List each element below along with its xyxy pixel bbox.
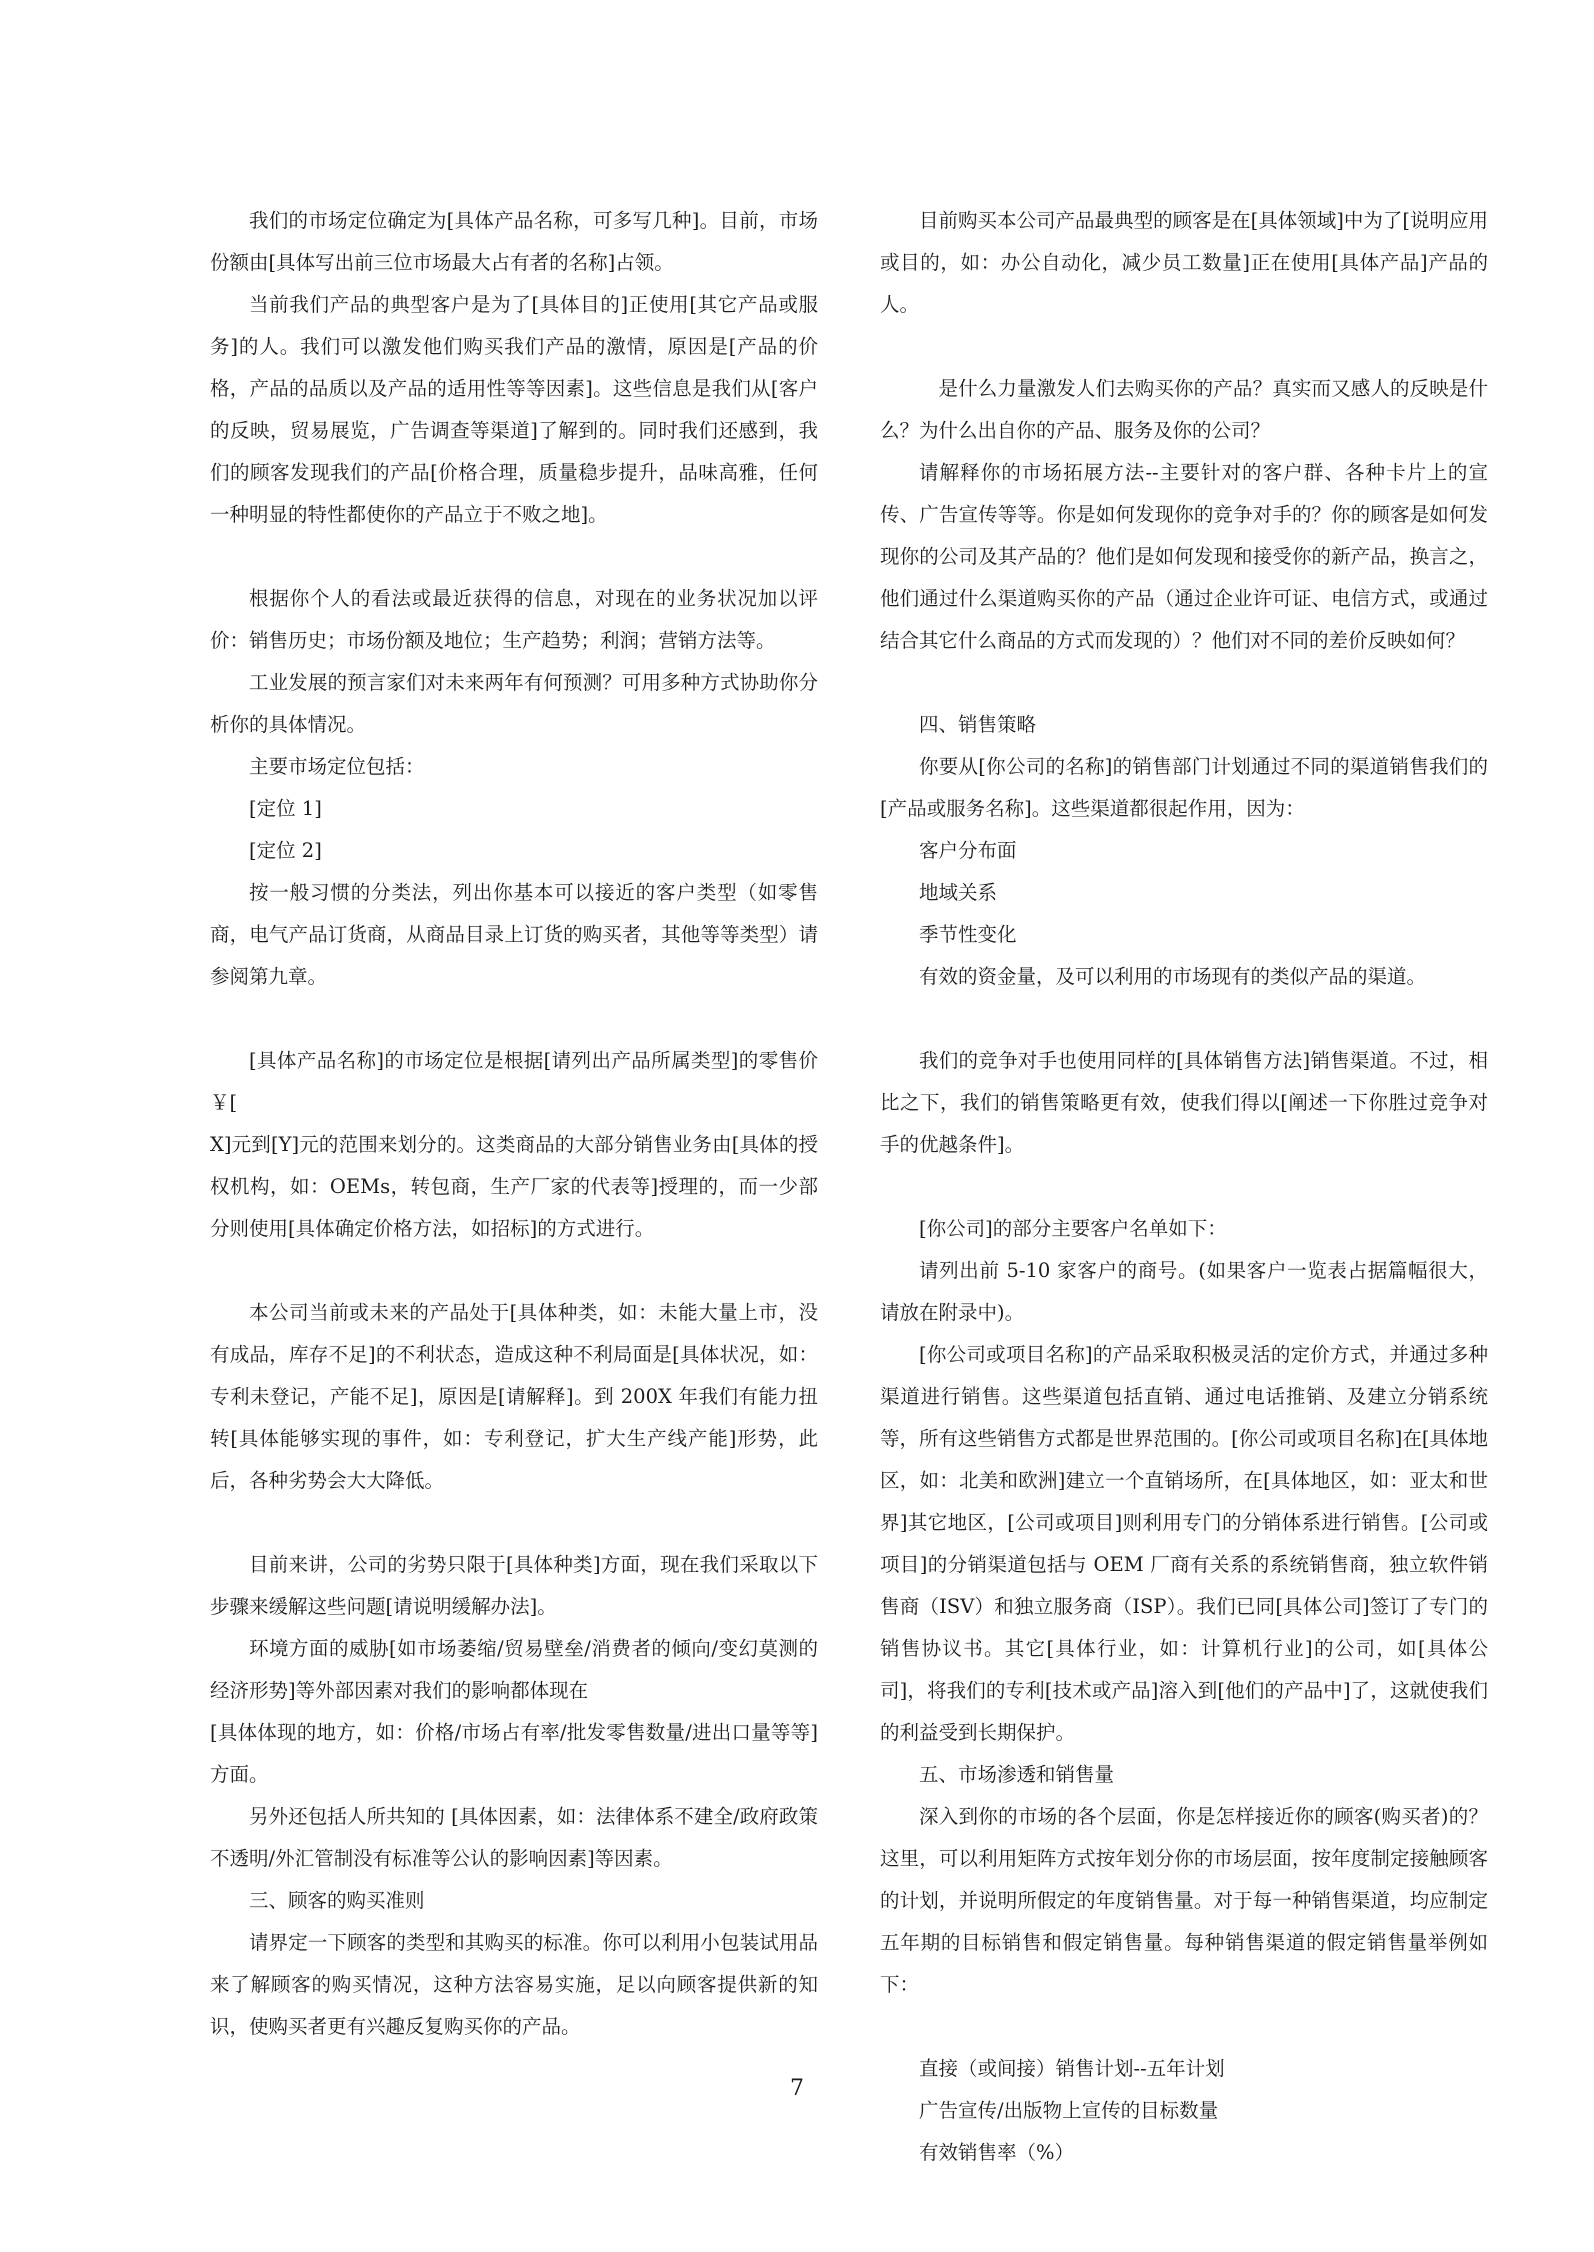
paragraph-market-expansion: 请解释你的市场拓展方法--主要针对的客户群、各种卡片上的宣传、广告宣传等等。你是如何发现你的竞争对手的？你的顾客是如何发现你的公司及其产品的？他们是如何发现和接受你的新产品，换言之，他们通过什么渠道购买你的产品（通过企业许可证、电信方式，或通过结合其它什么商品的方式而发现的）？他们对不同的差价反映如何？ xyxy=(880,461,1488,652)
paragraph-buying-motivation: 是什么力量激发人们去购买你的产品？真实而又感人的反映是什么？为什么出自你的产品、服务及你的公司？ xyxy=(880,377,1488,442)
list-item-position-1: [定位 1] xyxy=(249,797,322,820)
paragraph-industry-forecast: 工业发展的预言家们对未来两年有何预测？可用多种方式协助你分析你的具体情况。 xyxy=(210,671,818,736)
list-item-position-2: [定位 2] xyxy=(249,839,322,862)
list-item-geographic: 地域关系 xyxy=(919,881,998,904)
list-item-funding: 有效的资金量，及可以利用的市场现有的类似产品的渠道。 xyxy=(919,965,1427,988)
paragraph-typical-buyer: 目前购买本公司产品最典型的顾客是在[具体领域]中为了[说明应用或目的，如：办公自动化，减少员工数量]正在使用[具体产品]产品的人。 xyxy=(880,209,1488,316)
paragraph-client-list: [你公司]的部分主要客户名单如下： xyxy=(919,1217,1227,1240)
paragraph-price-range-cont: X]元到[Y]元的范围来划分的。这类商品的大部分销售业务由[具体的授权机构，如：OEMs，转包商，生产厂家的代表等]授理的，而一少部分则使用[具体确定价格方法，如招标]的方式进行。 xyxy=(210,1133,818,1240)
paragraph-market-positioning: 我们的市场定位确定为[具体产品名称，可多写几种]。目前，市场份额由[具体写出前三位市场最大占有者的名称]占领。 xyxy=(210,209,818,274)
list-item-customer-distribution: 客户分布面 xyxy=(919,839,1017,862)
paragraph-mitigation: 目前来讲，公司的劣势只限于[具体种类]方面，现在我们采取以下步骤来缓解这些问题[请说明缓解办法]。 xyxy=(210,1553,818,1618)
left-column xyxy=(210,200,818,2048)
section-heading-3: 三、顾客的购买准则 xyxy=(249,1889,425,1912)
paragraph-pricing-channels: [你公司或项目名称]的产品采取积极灵活的定价方式，并通过多种渠道进行销售。这些渠道包括直销、通过电话推销、及建立分销系统等，所有这些销售方式都是世界范围的。[你公司或项目名称]在[具体地区，如：北美和欧洲]建立一个直销场所，在[具体地区，如：亚太和世界]其它地区，[公司或项目]则利用专门的分销体系进行销售。[公司或项目]的分销渠道包括与 OEM 厂商有关系的系统销售商，独立软件销售商（ISV）和独立服务商（ISP）。我们已同[具体公司]签订了专门的销售协议书。其它[具体行业，如：计算机行业]的公司，如[具体公司]，将我们的专利[技术或产品]溶入到[他们的产品中]了，这就使我们的利益受到长期保护。 xyxy=(880,1343,1488,1744)
paragraph-other-factors: 另外还包括人所共知的 [具体因素，如：法律体系不建全/政府政策不透明/外汇管制没有标准等公认的影响因素]等因素。 xyxy=(210,1805,818,1870)
right-column xyxy=(880,200,1488,2174)
list-item-seasonal: 季节性变化 xyxy=(919,923,1017,946)
paragraph-client-names: 请列出前 5-10 家客户的商号。(如果客户一览表占据篇幅很大，请放在附录中)。 xyxy=(880,1259,1488,1324)
paragraph-main-positioning: 主要市场定位包括： xyxy=(249,755,425,778)
paragraph-typical-customer: 当前我们产品的典型客户是为了[具体目的]正使用[其它产品或服务]的人。我们可以激发他们购买我们产品的激情，原因是[产品的价格，产品的品质以及产品的适用性等等因素]。这些信息是我们从[客户的反映，贸易展览，广告调查等渠道]了解到的。同时我们还感到，我们的顾客发现我们的产品[价格合理，质量稳步提升，品味高雅，任何一种明显的特性都使你的产品立于不败之地]。 xyxy=(210,293,818,526)
paragraph-threat-manifest: [具体体现的地方，如：价格/市场占有率/批发零售数量/进出口量等等]方面。 xyxy=(210,1721,818,1786)
paragraph-price-range-start: [具体产品名称]的市场定位是根据[请列出产品所属类型]的零售价￥[ xyxy=(210,1049,818,1114)
paragraph-buying-criteria: 请界定一下顾客的类型和其购买的标准。你可以利用小包装试用品来了解顾客的购买情况，这种方法容易实施，足以向顾客提供新的知识，使购买者更有兴趣反复购买你的产品。 xyxy=(210,1931,818,2038)
page-number: 7 xyxy=(790,2076,804,2101)
list-item-sales-rate: 有效销售率（%） xyxy=(919,2141,1075,2164)
paragraph-competitor-channels: 我们的竞争对手也使用同样的[具体销售方法]销售渠道。不过，相比之下，我们的销售策略更有效，使我们得以[阐述一下你胜过竞争对手的优越条件]。 xyxy=(880,1049,1488,1156)
section-heading-4: 四、销售策略 xyxy=(919,713,1037,736)
paragraph-disadvantage: 本公司当前或未来的产品处于[具体种类，如：未能大量上市，没有成品，库存不足]的不利状态，造成这种不利局面是[具体状况，如：专利未登记，产能不足]，原因是[请解释]。到 200X 年我们有能力扭转[具体能够实现的事件，如：专利登记，扩大生产线产能]形势，此后，各种劣势会大大降低。 xyxy=(210,1301,818,1492)
paragraph-customer-types: 按一般习惯的分类法，列出你基本可以接近的客户类型（如零售商，电气产品订货商，从商品目录上订货的购买者，其他等等类型）请参阅第九章。 xyxy=(210,881,818,988)
section-heading-5: 五、市场渗透和销售量 xyxy=(919,1763,1115,1786)
list-item-ad-targets: 广告宣传/出版物上宣传的目标数量 xyxy=(919,2099,1219,2122)
paragraph-business-evaluation: 根据你个人的看法或最近获得的信息，对现在的业务状况加以评价：销售历史；市场份额及地位；生产趋势；利润；营销方法等。 xyxy=(210,587,818,652)
list-item-sales-plan: 直接（或间接）销售计划--五年计划 xyxy=(919,2057,1225,2080)
paragraph-market-penetration: 深入到你的市场的各个层面，你是怎样接近你的顾客(购买者)的？这里，可以利用矩阵方式按年划分你的市场层面，按年度制定接触顾客的计划，并说明所假定的年度销售量。对于每一种销售渠道，均应制定五年期的目标销售和假定销售量。每种销售渠道的假定销售量举例如下： xyxy=(880,1805,1488,1996)
paragraph-environment-threats: 环境方面的威胁[如市场萎缩/贸易壁垒/消费者的倾向/变幻莫测的经济形势]等外部因素对我们的影响都体现在 xyxy=(210,1637,818,1702)
paragraph-sales-channels: 你要从[你公司的名称]的销售部门计划通过不同的渠道销售我们的[产品或服务名称]。这些渠道都很起作用，因为： xyxy=(880,755,1488,820)
